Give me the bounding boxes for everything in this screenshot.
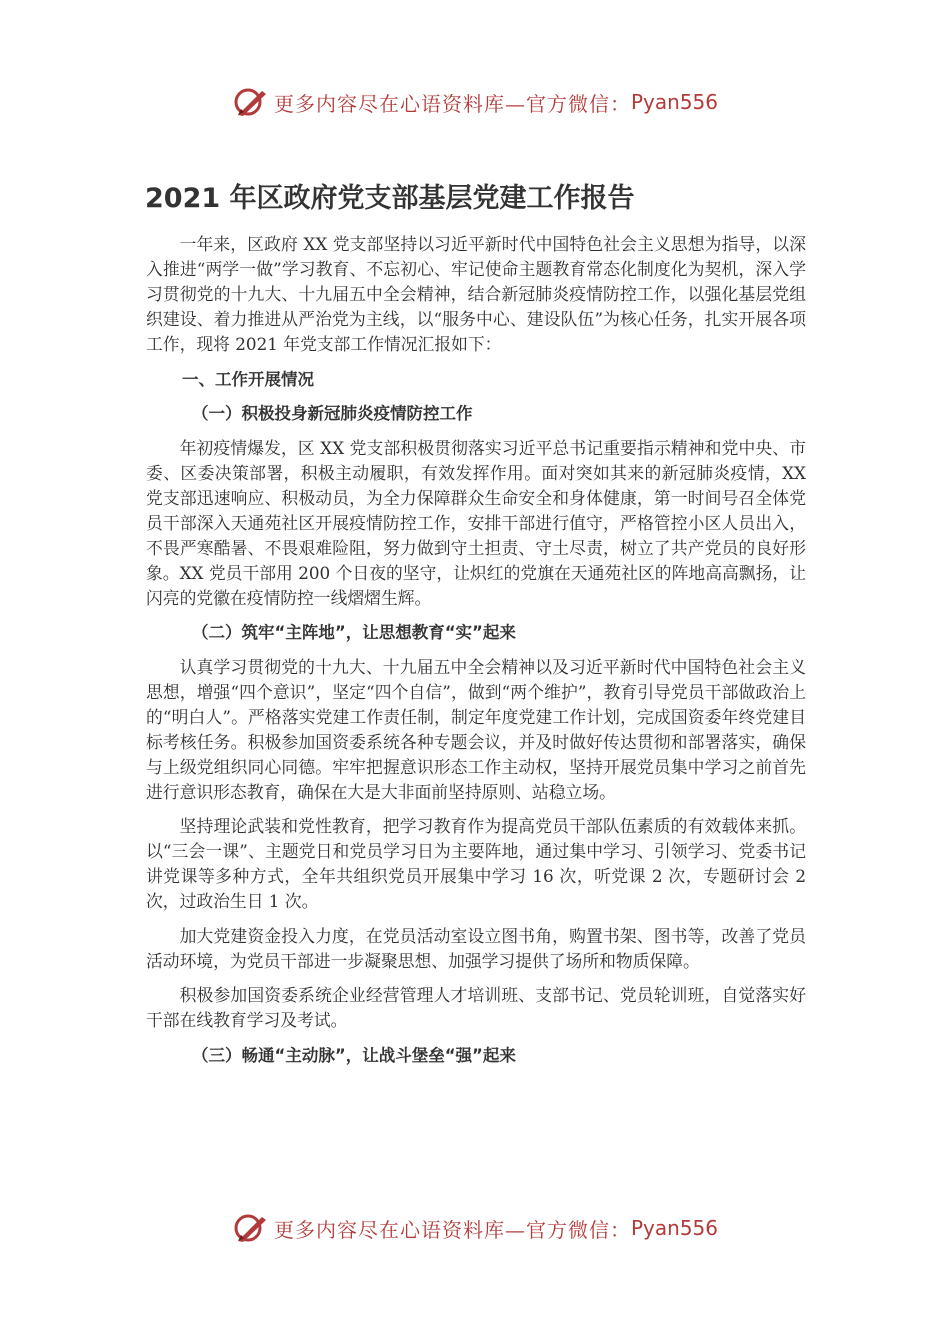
header-banner (0, 82, 950, 122)
paragraph-3: 坚持理论武装和党性教育，把学习教育作为提高党员干部队伍素质的有效载体来抓。以“三会一课”、主题党日和党员学习日为主要阵地，通过集中学习、引领学习、党委书记讲党课等多种方式，全年共组织党员开展集中学习 16 次，听党课 2 次，专题研讨会 2 次，过政治生日 1 次。 (146, 816, 806, 911)
subsection-heading-2: （二）筑牢“主阵地”，让思想教育“实”起来 (192, 623, 516, 642)
subsection-heading-1: （一）积极投身新冠肺炎疫情防控工作 (192, 404, 473, 423)
section-heading-1: 一、工作开展情况 (182, 369, 314, 389)
document-body (146, 232, 806, 1077)
banner-wechat-id: Pyan556 (630, 1216, 718, 1240)
intro-paragraph: 一年来，区政府 XX 党支部坚持以习近平新时代中国特色社会主义思想为指导，以深入推进“两学一做”学习教育、不忘初心、牢记使命主题教育常态化制度化为契机，深入学习贯彻党的十九大、十九届五中全会精神，结合新冠肺炎疫情防控工作，以强化基层党组织建设、着力推进从严治党为主线，以“服务中心、建设队伍”为核心任务，扎实开展各项工作，现将 2021 年党支部工作情况汇报如下： (146, 234, 806, 354)
paragraph-2: 认真学习贯彻党的十九大、十九届五中全会精神以及习近平新时代中国特色社会主义思想，增强“四个意识”，坚定“四个自信”，做到“两个维护”，教育引导党员干部做政治上的“明白人”。严格落实党建工作责任制，制定年度党建工作计划，完成国资委年终党建目标考核任务。积极参加国资委系统各种专题会议，并及时做好传达贯彻和部署落实，确保与上级党组织同心同德。牢牢把握意识形态工作主动权，坚持开展党员集中学习之前首先进行意识形态教育，确保在大是大非面前坚持原则、站稳立场。 (146, 656, 806, 802)
banner-text: 更多内容尽在心语资料库—官方微信： (273, 1217, 631, 1242)
paragraph-1: 年初疫情爆发，区 XX 党支部积极贯彻落实习近平总书记重要指示精神和党中央、市委、区委决策部署，积极主动履职，有效发挥作用。面对突如其来的新冠肺炎疫情，XX 党支部迅速响应、积极动员，为全力保障群众生命安全和身体健康，第一时间号召全体党员干部深入天通苑社区开展疫情防控工作，安排干部进行值守，严格管控小区人员出入，不畏严寒酷暑、不畏艰难险阻，努力做到守土担责、守土尽责，树立了共产党员的良好形象。XX 党员干部用 200 个日夜的坚守，让炽红的党旗在天通苑社区的阵地高高飘扬，让闪亮的党徽在疫情防控一线熠熠生辉。 (146, 437, 806, 608)
footer-banner (0, 1208, 950, 1248)
document-title: 2021 年区政府党支部基层党建工作报告 (145, 183, 635, 214)
banner-text: 更多内容尽在心语资料库—官方微信： (273, 91, 631, 116)
subsection-heading-3: （三）畅通“主动脉”，让战斗堡垒“强”起来 (192, 1045, 516, 1065)
paragraph-5: 积极参加国资委系统企业经营管理人才培训班、支部书记、党员轮训班，自觉落实好干部在线教育学习及考试。 (146, 985, 806, 1030)
pen-logo-icon (232, 1211, 270, 1245)
pen-logo-icon (232, 85, 270, 119)
paragraph-4: 加大党建资金投入力度，在党员活动室设立图书角，购置书架、图书等，改善了党员活动环境，为党员干部进一步凝聚思想、加强学习提供了场所和物质保障。 (146, 925, 806, 971)
banner-wechat-id: Pyan556 (630, 90, 718, 114)
